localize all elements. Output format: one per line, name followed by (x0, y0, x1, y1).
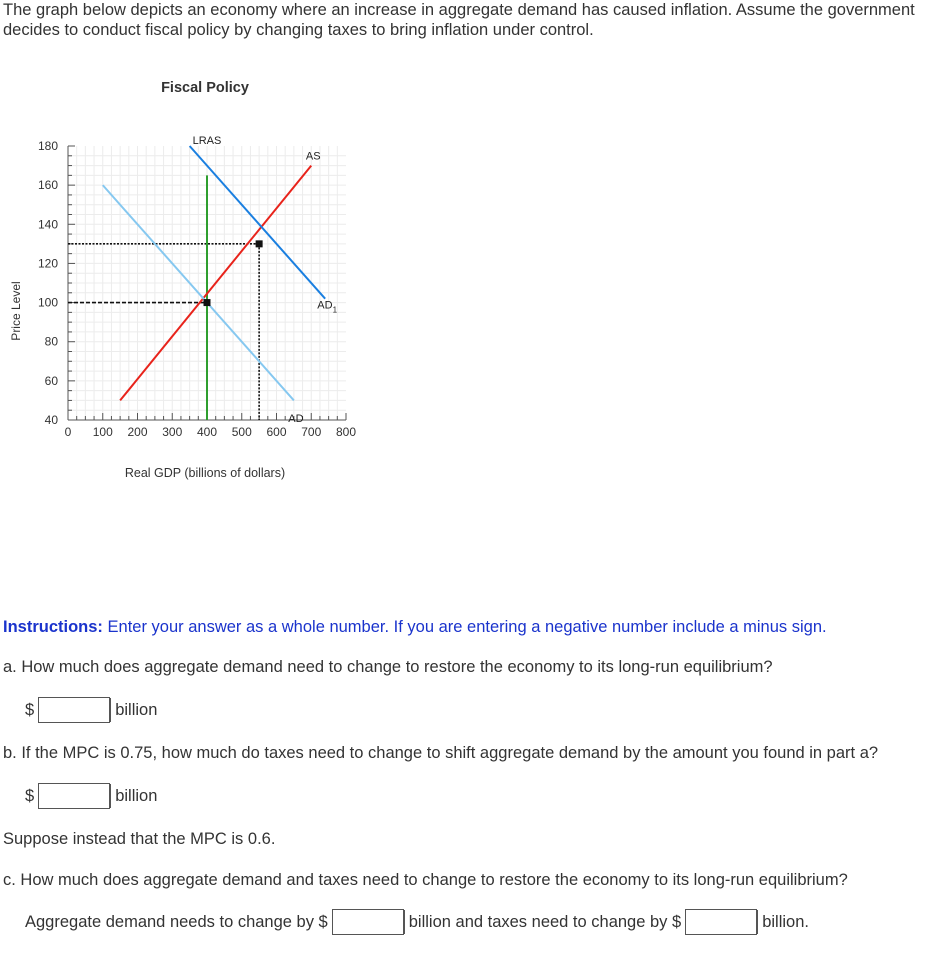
ad-label: AD (288, 413, 304, 425)
y-axis-label: Price Level (9, 281, 23, 341)
y-tick-label: 80 (44, 334, 58, 349)
x-tick-label: 200 (127, 425, 148, 439)
billion-label-b: billion (109, 784, 157, 808)
ad-change-input[interactable] (332, 909, 404, 935)
billion-label-c: billion. (756, 910, 809, 934)
instructions (3, 618, 827, 637)
x-axis-label: Real GDP (billions of dollars) (124, 466, 286, 480)
plot-area (38, 135, 356, 439)
lras-label: LRAS (192, 135, 222, 147)
answer-a-input[interactable] (38, 697, 110, 723)
answer-row-b (25, 783, 157, 809)
question-b: b. If the MPC is 0.75, how much do taxes need to change to shift aggregate demand by the amount you found in part a? (3, 744, 879, 762)
billion-label-a: billion (109, 698, 157, 722)
y-tick-label: 100 (37, 295, 58, 310)
answer-b-input[interactable] (38, 783, 110, 809)
equilibrium-point (256, 240, 263, 247)
dollar-sign-a: $ (25, 701, 35, 719)
instructions-text: Enter your answer as a whole number. If you are entering a negative number include a minus sign. (102, 618, 827, 636)
x-tick-label: 0 (64, 425, 72, 439)
answer-row-a (25, 697, 157, 723)
question-a: a. How much does aggregate demand need to change to restore the economy to its long-run equilibrium? (3, 658, 773, 676)
y-tick-label: 40 (44, 413, 58, 427)
x-tick-label: 300 (162, 425, 183, 439)
y-tick-label: 120 (37, 256, 58, 271)
ad1-label-subscript: 1 (332, 305, 338, 315)
y-tick-label: 160 (37, 178, 58, 193)
as-label: AS (305, 150, 321, 163)
ad1-label: $AD_1$ (317, 299, 338, 315)
instructions-label: Instructions: (3, 618, 103, 636)
y-tick-label: 60 (44, 373, 58, 388)
x-tick-label: 600 (266, 425, 287, 439)
y-tick-label: 140 (37, 217, 58, 232)
x-tick-label: 700 (301, 425, 322, 439)
ad1-curve (190, 146, 326, 299)
fiscal-policy-chart (0, 60, 400, 490)
problem-intro: The graph below depicts an economy where an increase in aggregate demand has caused inflation. Assume the government decides to conduct fiscal policy by changing taxes to bring inflation under control. (3, 1, 915, 39)
x-tick-label: 100 (92, 425, 113, 439)
chart-title: Fiscal Policy (161, 80, 249, 96)
taxes-change-input[interactable] (685, 909, 757, 935)
x-tick-label: 400 (196, 425, 218, 439)
x-tick-label: 500 (231, 425, 252, 439)
question-c: c. How much does aggregate demand and taxes need to change to restore the economy to its long-run equilibrium? (3, 871, 848, 889)
dollar-sign-b: $ (25, 787, 35, 805)
taxes-change-label: billion and taxes need to change by $ (403, 910, 681, 934)
equilibrium-point (204, 299, 211, 306)
y-tick-label: 180 (37, 139, 58, 153)
answer-row-c (25, 909, 809, 935)
suppose-text: Suppose instead that the MPC is 0.6. (3, 830, 276, 848)
ad-change-label: Aggregate demand needs to change by $ (25, 913, 328, 931)
x-tick-label: 800 (335, 425, 357, 439)
